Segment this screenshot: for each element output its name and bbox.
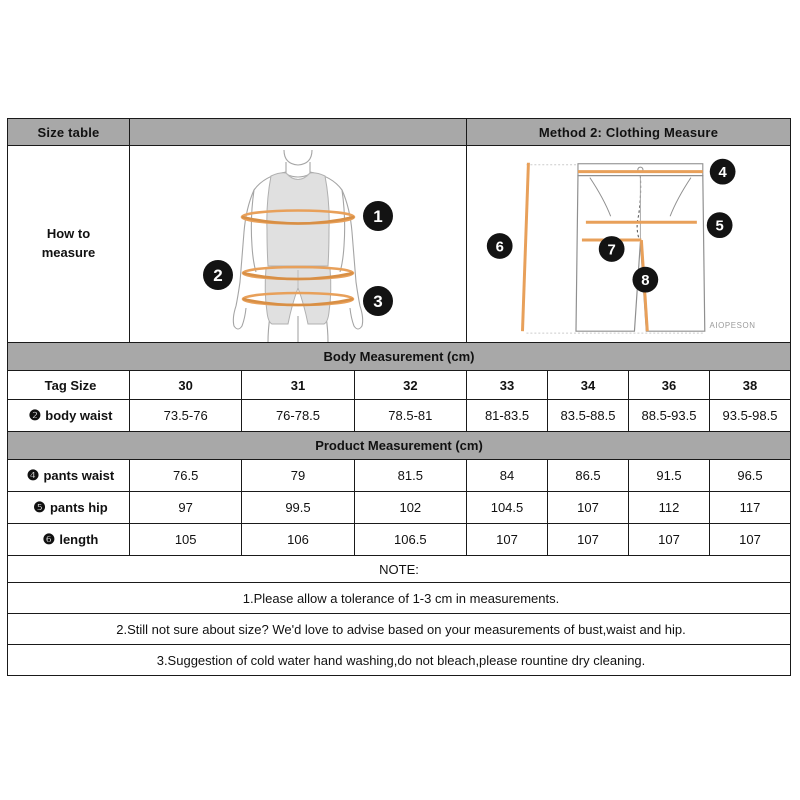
cell-pants-waist-36: 91.5 [629,460,710,492]
badge-5-inline: ❺ [33,499,47,515]
how-to-measure-line1: How to [46,226,91,242]
pants-diagram-canvas [467,146,790,342]
note-title: NOTE: [8,556,791,583]
cell-pants-hip-38: 117 [710,492,791,524]
note-title-row [8,556,791,583]
table-row [8,524,791,556]
table-row [8,492,791,524]
cell-pants-hip-31: 99.5 [242,492,354,524]
svg-text:2: 2 [213,266,223,285]
cell-pants-hip-30: 97 [130,492,242,524]
cell-length-33: 107 [467,524,548,556]
svg-text:5: 5 [715,218,724,235]
cell-body-waist-36: 88.5-93.5 [629,400,710,432]
badge-6-inline: ❻ [42,531,56,547]
body-measurement-banner-row [8,343,791,371]
row-label-length [8,524,130,556]
method-2-title: Method 2: Clothing Measure [467,119,791,146]
cell-pants-waist-32: 81.5 [354,460,466,492]
tag-size-row [8,371,791,400]
body-measurement-banner: Body Measurement (cm) [8,343,791,371]
tape-hip [243,293,353,305]
body-diagram-canvas [130,146,466,342]
cell-length-32: 106.5 [354,524,466,556]
cell-pants-hip-36: 112 [629,492,710,524]
product-measurement-banner: Product Measurement (cm) [8,432,791,460]
row-label-body-waist [8,400,130,432]
cell-body-waist-34: 83.5-88.5 [548,400,629,432]
size-chart-root [7,118,791,676]
how-to-measure-label [8,146,130,343]
row-label-text: pants waist [43,468,115,483]
svg-text:1: 1 [373,207,383,226]
badge-4-inline: ❹ [26,467,40,483]
table-header-row [8,119,791,146]
pants-figure-svg [467,146,790,342]
body-measure-diagram [130,146,467,343]
header-middle-spacer [130,119,467,146]
note-row [8,614,791,645]
row-label-pants-waist [8,460,130,492]
badge-8 [632,267,658,293]
how-to-measure-line2: measure [41,245,96,260]
cell-pants-hip-32: 102 [354,492,466,524]
table-row [8,400,791,432]
row-label-pants-hip [8,492,130,524]
badge-6 [487,233,513,259]
tag-size-30: 30 [130,371,242,400]
cell-length-30: 105 [130,524,242,556]
row-label-text: pants hip [49,500,108,515]
svg-text:6: 6 [495,239,504,256]
tag-size-36: 36 [629,371,710,400]
tape-length [522,163,528,331]
badge-5 [707,212,733,238]
cell-pants-hip-33: 104.5 [467,492,548,524]
cell-length-38: 107 [710,524,791,556]
cell-body-waist-30: 73.5-76 [130,400,242,432]
pants-measure-diagram [467,146,791,343]
badge-2-inline: ❷ [28,407,42,423]
badge-3 [363,286,393,316]
note-line-3: 3.Suggestion of cold water hand washing,do not bleach,please rountine dry cleaning. [8,645,791,676]
body-figure-svg [130,146,466,342]
badge-2 [203,260,233,290]
tag-size-31: 31 [242,371,354,400]
size-table-title: Size table [8,119,130,146]
tag-size-label: Tag Size [8,371,130,400]
tag-size-34: 34 [548,371,629,400]
row-label-text: length [59,532,99,547]
svg-text:8: 8 [641,273,650,290]
pants-watermark: AIOPESON [709,321,756,331]
cell-length-31: 106 [242,524,354,556]
svg-text:7: 7 [607,242,616,259]
cell-body-waist-38: 93.5-98.5 [710,400,791,432]
badge-7 [599,236,625,262]
note-line-1: 1.Please allow a tolerance of 1-3 cm in measurements. [8,583,791,614]
cell-pants-waist-33: 84 [467,460,548,492]
cell-length-36: 107 [629,524,710,556]
badge-4 [710,159,736,185]
note-line-2: 2.Still not sure about size? We'd love to advise based on your measurements of bust,waist and hip. [8,614,791,645]
svg-text:3: 3 [373,292,383,311]
tag-size-38: 38 [710,371,791,400]
cell-pants-waist-30: 76.5 [130,460,242,492]
table-row [8,460,791,492]
product-measurement-banner-row [8,432,791,460]
tag-size-33: 33 [467,371,548,400]
row-label-text: body waist [45,408,113,423]
svg-text:4: 4 [718,165,727,182]
cell-length-34: 107 [548,524,629,556]
size-chart-table [7,118,791,676]
cell-body-waist-33: 81-83.5 [467,400,548,432]
diagram-row [8,146,791,343]
cell-pants-hip-34: 107 [548,492,629,524]
cell-body-waist-32: 78.5-81 [354,400,466,432]
tag-size-32: 32 [354,371,466,400]
cell-pants-waist-34: 86.5 [548,460,629,492]
note-row [8,583,791,614]
cell-pants-waist-31: 79 [242,460,354,492]
cell-body-waist-31: 76-78.5 [242,400,354,432]
cell-pants-waist-38: 96.5 [710,460,791,492]
note-row [8,645,791,676]
badge-1 [363,201,393,231]
